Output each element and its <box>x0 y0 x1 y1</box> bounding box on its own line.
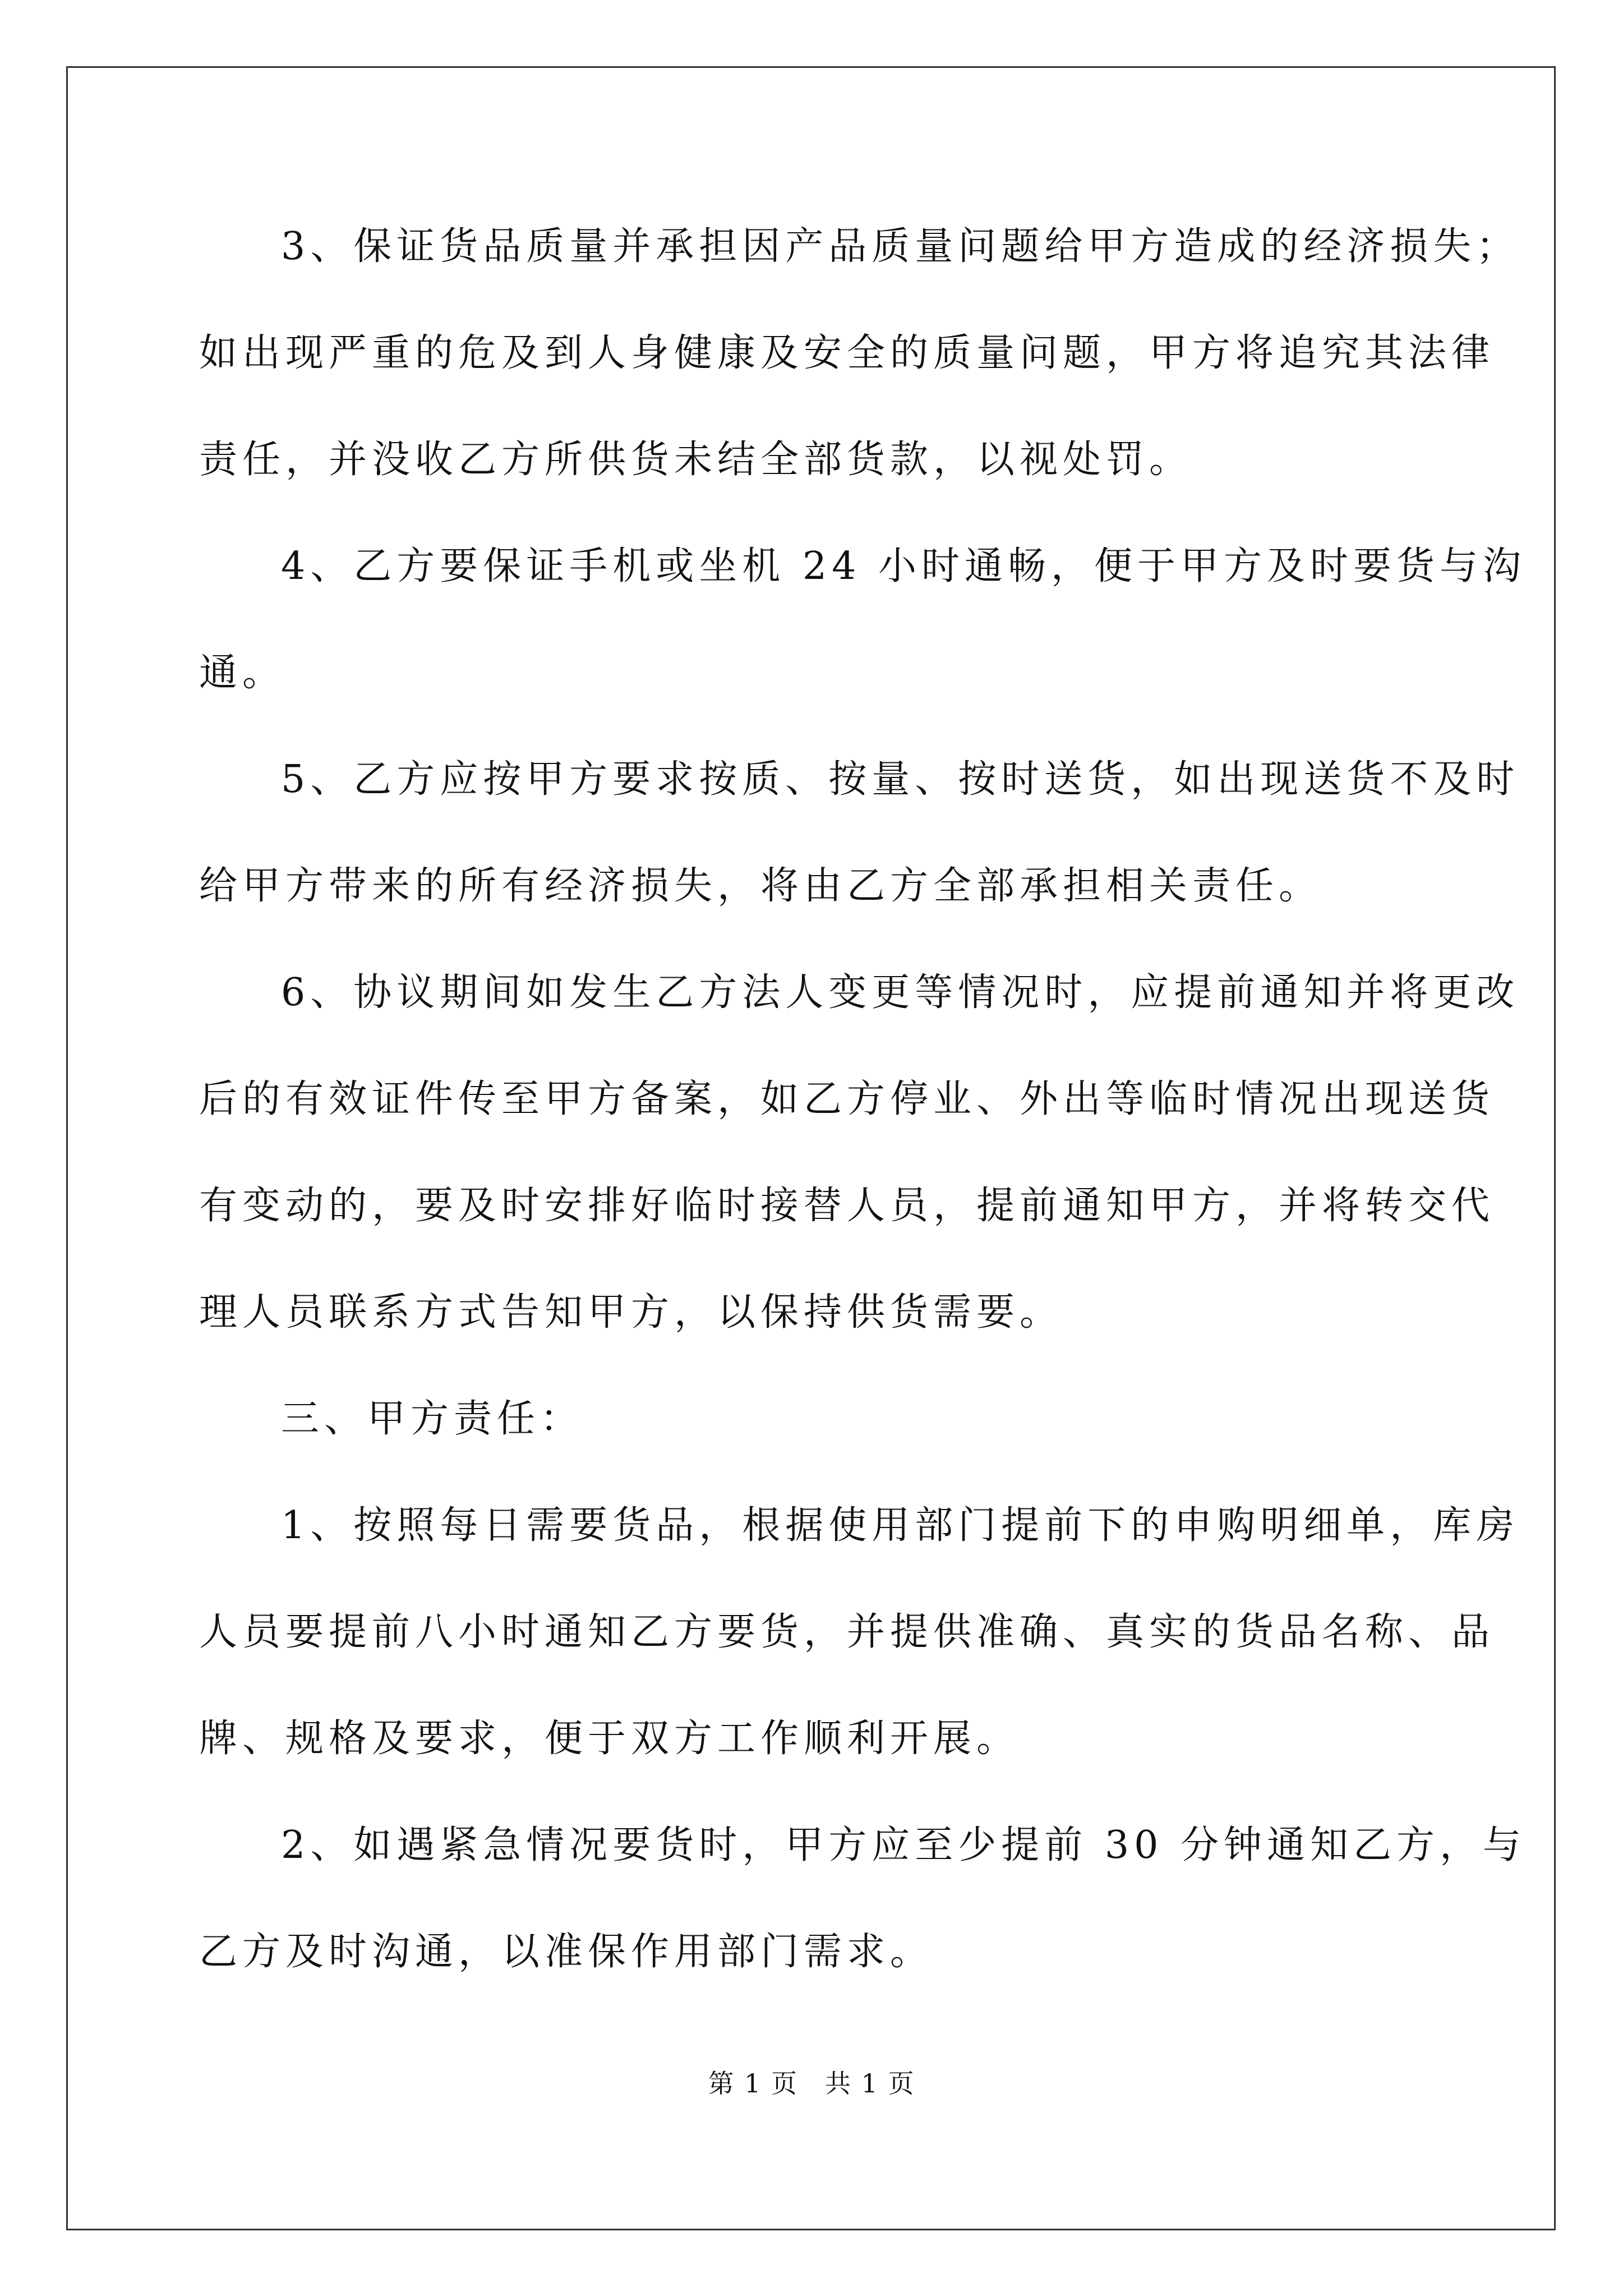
page-footer: 第 1 页 共 1 页 <box>708 2068 915 2099</box>
paragraph-line: 有变动的，要及时安排好临时接替人员，提前通知甲方，并将转交代 <box>199 1184 1495 1228</box>
paragraph-line: 如出现严重的危及到人身健康及安全的质量问题，甲方将追究其法律 <box>199 331 1495 375</box>
paragraph-line: 4、乙方要保证手机或坐机 24 小时通畅，便于甲方及时要货与沟 <box>281 544 1527 588</box>
paragraph-line: 给甲方带来的所有经济损失，将由乙方全部承担相关责任。 <box>199 864 1322 908</box>
paragraph-line: 2、如遇紧急情况要货时，甲方应至少提前 30 分钟通知乙方，与 <box>281 1823 1527 1867</box>
paragraph-line: 5、乙方应按甲方要求按质、按量、按时送货，如出现送货不及时 <box>281 757 1520 802</box>
section-heading: 三、甲方责任： <box>281 1397 584 1441</box>
paragraph-line: 1、按照每日需要货品，根据使用部门提前下的申购明细单，库房 <box>281 1503 1520 1548</box>
paragraph-line: 后的有效证件传至甲方备案，如乙方停业、外出等临时情况出现送货 <box>199 1077 1495 1121</box>
paragraph-line: 乙方及时沟通，以准保作用部门需求。 <box>199 1930 934 1974</box>
paragraph-line: 牌、规格及要求，便于双方工作顺利开展。 <box>199 1717 1020 1761</box>
paragraph-line: 理人员联系方式告知甲方，以保持供货需要。 <box>199 1290 1063 1335</box>
paragraph-line: 6、协议期间如发生乙方法人变更等情况时，应提前通知并将更改 <box>281 970 1520 1015</box>
paragraph-line: 3、保证货品质量并承担因产品质量问题给甲方造成的经济损失； <box>281 224 1520 269</box>
document-body <box>199 216 1527 2028</box>
paragraph-line: 责任，并没收乙方所供货未结全部货款，以视处罚。 <box>199 438 1193 482</box>
paragraph-line: 人员要提前八小时通知乙方要货，并提供准确、真实的货品名称、品 <box>199 1610 1495 1654</box>
paragraph-line: 通。 <box>199 651 286 695</box>
